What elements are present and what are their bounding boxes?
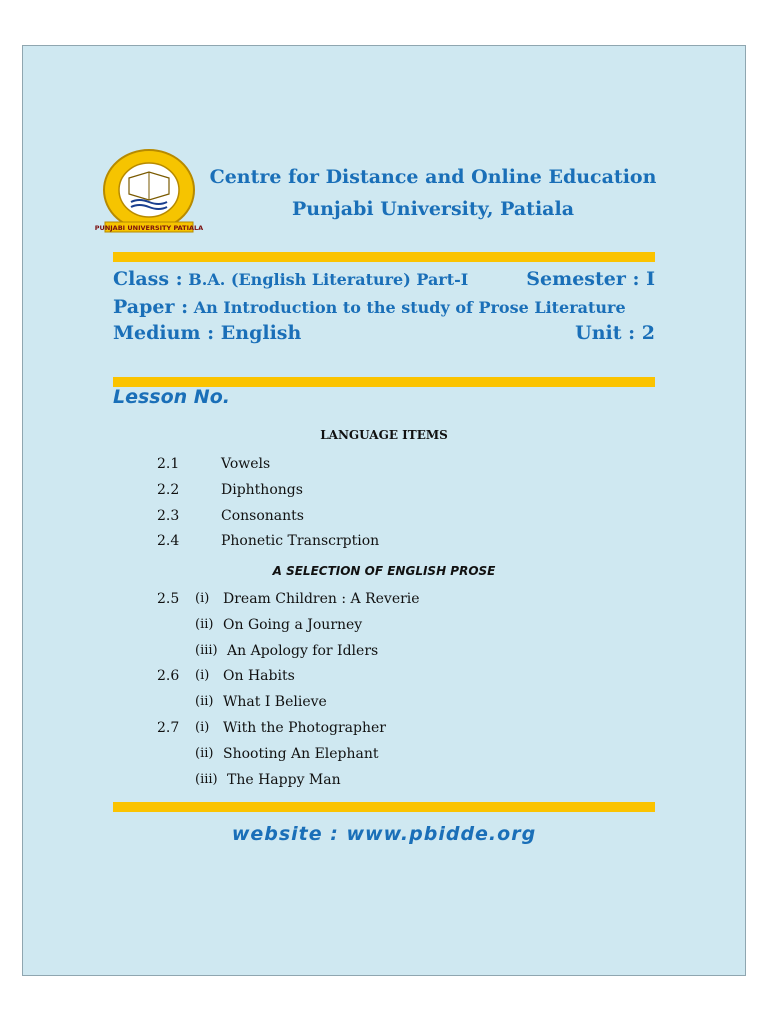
website-link[interactable]: website : www.pbidde.org [231, 823, 537, 845]
class-value: B.A. (English Literature) Part-I [188, 270, 469, 289]
paper-label: Paper : [113, 296, 189, 318]
divider-bar-1 [113, 252, 655, 262]
institution-name: Centre for Distance and Online Education [209, 166, 657, 188]
unit-label: Unit : 2 [575, 322, 655, 344]
medium-label: Medium : English [113, 322, 302, 344]
semester-label: Semester : I [526, 268, 655, 290]
class-label: Class : [113, 268, 183, 290]
language-items-heading: LANGUAGE ITEMS [320, 428, 448, 442]
paper-value: An Introduction to the study of Prose Literature [193, 298, 626, 317]
university-logo [94, 148, 204, 236]
lesson-number-label: Lesson No. [113, 386, 230, 408]
university-name: Punjabi University, Patiala [291, 198, 575, 220]
divider-bar-3 [113, 802, 655, 812]
prose-selection-heading: A SELECTION OF ENGLISH PROSE [272, 564, 496, 578]
document-page: PUNJABI UNIVERSITY PATIALA Centre for Distance and Online Education Punjabi University, Patiala Class : B.A. (English Literature) Part-I Semester : I Paper : An Introduction to the study of Prose Literature Medium : English Unit : 2 Lesson No. LANGUAGE ITEMS 2.1 Vowels 2.2 Diphthongs 2.3 Consonants 2.4 Phonetic Transcrption A SELECTION OF ENGLISH PROSE 2.5 (i) Dream Children : A Reverie (ii) On Going a Journey (iii) An Apology for Idlers 2.6 (i) On Habits (ii) What I Believe 2.7 (i) With the Photographer (ii) Shooting An Elephant (iii) The Happy Man website : www.pbidde.org [22, 45, 746, 976]
logo-caption: PUNJABI UNIVERSITY PATIALA [94, 224, 204, 232]
